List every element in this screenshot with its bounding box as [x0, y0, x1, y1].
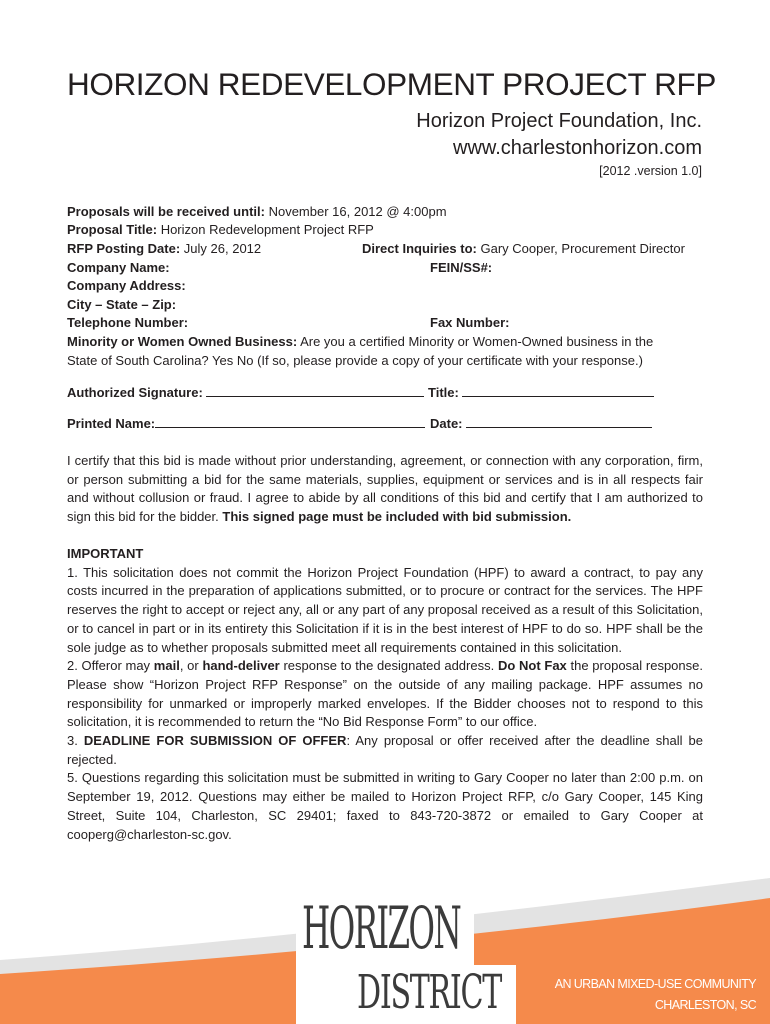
item2-text-a: 2. Offeror may: [67, 658, 151, 674]
item2-mail: mail: [153, 658, 180, 674]
certification-text: I certify that this bid is made without prior understanding, agreement, or connection with any corporation, firm, or person submitting a bid for the same materials, supplies, equipment or services and is in all respects fair and without collusion or fraud. I agree to abide by all conditions of this bid and certify that I am authorized to sign this bid for the bidder.: [67, 453, 703, 525]
printed-name-row: [67, 415, 425, 433]
authorized-signature-field[interactable]: [206, 384, 424, 397]
district-logo-text: DISTRICT: [357, 965, 502, 1020]
organization-name: Horizon Project Foundation, Inc.: [416, 110, 702, 132]
posting-date-value: July 26, 2012: [183, 241, 262, 256]
minority-business-question: Are you a certified Minority or Women-Owned business in the: [300, 334, 654, 349]
date-row: [430, 415, 652, 433]
website-link[interactable]: www.charlestonhorizon.com: [453, 137, 702, 159]
horizon-logo-text: HORIZON: [302, 894, 461, 962]
item3-deadline: DEADLINE FOR SUBMISSION OF OFFER: [83, 733, 347, 749]
proposals-deadline-row: [67, 203, 447, 221]
inquiries-row: [362, 240, 685, 258]
company-name-label: Company Name:: [67, 260, 170, 275]
important-item-3: [67, 732, 703, 769]
certification-paragraph: [67, 452, 703, 527]
minority-business-question-2: State of South Carolina? Yes No (If so, please provide a copy of your certificate with your response.): [67, 353, 643, 368]
fax-label: Fax Number:: [430, 315, 510, 330]
printed-name-field[interactable]: [155, 415, 425, 428]
page-title: HORIZON REDEVELOPMENT PROJECT RFP: [67, 66, 716, 102]
important-item-1: 1. This solicitation does not commit the Horizon Project Foundation (HPF) to award a contract, to pay any costs incurred in the preparation of applications submitted, or to procure or contract for the services. The HPF reserves the right to accept or reject any, all or any part of any proposal received as a result of this Solicitation, or to cancel in part or in its entirety this Solicitation if it is in the best interest of HPF to do so. HPF shall be the sole judge as to whether proposals submitted meet all requirements contained in this solicitation.: [67, 564, 703, 655]
item2-text-d: the proposal response. Please show “Horizon Project RFP Response” on the outside of any mailing package. HPF assumes no responsibility for unmarked or improperly marked envelopes. If the Bidder chooses not to respond to this solicitation, it is recommended to return the “No Bid Response Form” to our office.: [67, 658, 703, 730]
title-row: [428, 384, 654, 402]
important-heading: IMPORTANT: [67, 546, 144, 561]
authorized-signature-row: [67, 384, 424, 402]
item3-text: : Any proposal or offer received after the deadline shall be rejected.: [67, 733, 703, 767]
important-item-2: [67, 657, 703, 732]
minority-business-row: [67, 333, 653, 351]
date-field[interactable]: [466, 415, 652, 428]
proposal-title-label: Proposal Title:: [67, 222, 158, 237]
company-address-label: Company Address:: [67, 278, 186, 293]
proposals-deadline-value: November 16, 2012 @ 4:00pm: [268, 204, 447, 219]
footer-location: CHARLESTON, SC: [654, 998, 756, 1012]
title-field[interactable]: [462, 384, 654, 397]
posting-date-label: RFP Posting Date:: [67, 241, 181, 256]
version-label: [2012 .version 1.0]: [599, 164, 702, 178]
title-label: Title:: [428, 385, 459, 400]
item2-do-not-fax: Do Not Fax: [497, 658, 567, 674]
proposals-deadline-label: Proposals will be received until:: [67, 204, 265, 219]
fein-label: FEIN/SS#:: [430, 260, 493, 275]
posting-date-row: [67, 240, 261, 258]
item2-hand-deliver: hand-deliver: [202, 658, 280, 674]
important-section: [67, 545, 703, 844]
important-item-5: 5. Questions regarding this solicitation must be submitted in writing to Gary Cooper no later than 2:00 p.m. on September 19, 2012. Questions may either be mailed to Horizon Project RFP, c/o Gary Cooper, 145 King Street, Suite 104, Charleston, SC 29401; faxed to 843-720-3872 or emailed to Gary Cooper at cooperg@charleston-sc.gov.: [67, 770, 703, 842]
footer-tagline: AN URBAN MIXED-USE COMMUNITY: [554, 977, 756, 991]
telephone-label: Telephone Number:: [67, 315, 189, 330]
inquiries-label: Direct Inquiries to:: [362, 241, 477, 256]
inquiries-value: Gary Cooper, Procurement Director: [480, 241, 685, 256]
minority-business-label: Minority or Women Owned Business:: [67, 334, 298, 349]
proposal-title-value: Horizon Redevelopment Project RFP: [160, 222, 374, 237]
item2-text-b: , or: [179, 658, 199, 674]
certification-bold-text: This signed page must be included with bid submission.: [222, 509, 572, 525]
authorized-signature-label: Authorized Signature:: [67, 385, 203, 400]
date-label: Date:: [430, 416, 463, 431]
city-state-zip-label: City – State – Zip:: [67, 297, 177, 312]
item2-text-c: response to the designated address.: [283, 658, 495, 674]
printed-name-label: Printed Name:: [67, 416, 156, 431]
proposal-title-row: [67, 221, 374, 239]
item3-number: 3.: [67, 733, 78, 749]
